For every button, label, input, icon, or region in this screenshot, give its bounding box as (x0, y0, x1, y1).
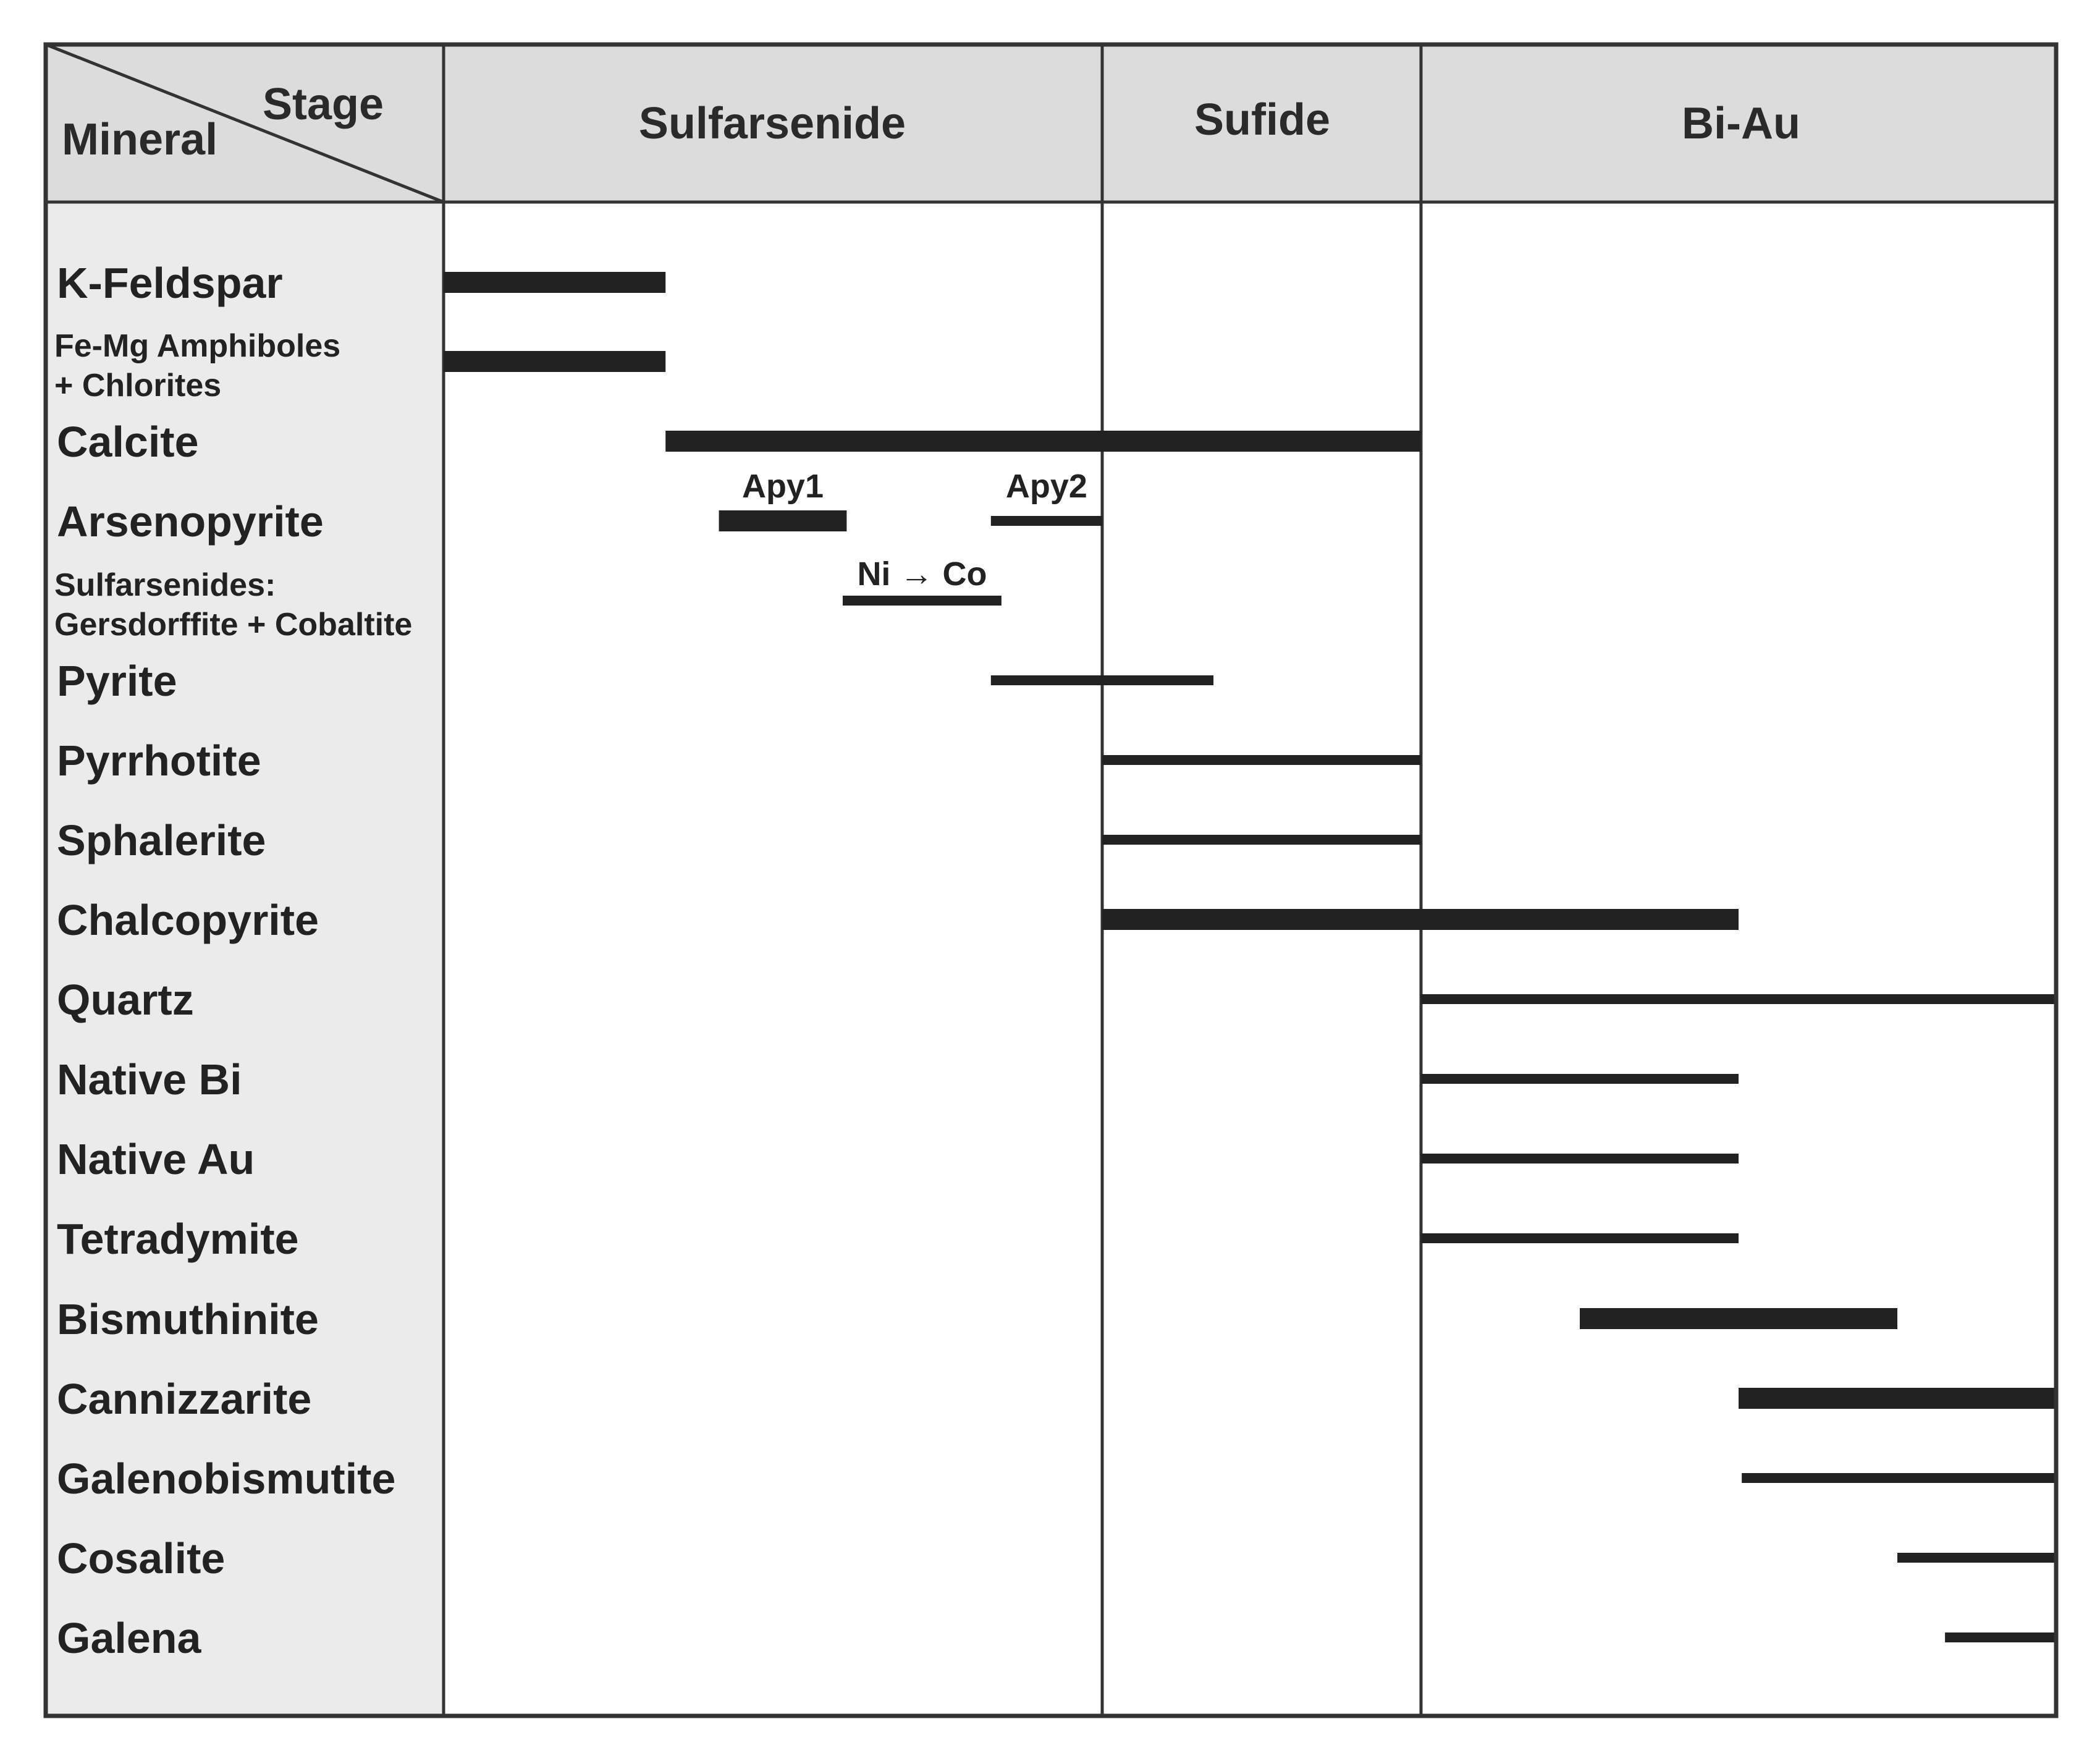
mineral-label-k-feldspar: K-Feldspar (57, 259, 283, 307)
stage-header-sulfarsenide: Sulfarsenide (638, 99, 906, 148)
bar-k-feldspar (444, 272, 665, 293)
annotation-apy1: Apy1 (741, 468, 824, 505)
bar-cannizzarite (1739, 1388, 2056, 1409)
mineral-label-sulfarsenides-line1: Sulfarsenides: (54, 567, 276, 603)
mineral-label-fe-mg-amphiboles-line1: Fe-Mg Amphiboles (54, 328, 341, 364)
mineral-label-galena: Galena (57, 1614, 201, 1662)
bar-tetradymite (1421, 1233, 1739, 1243)
bar-sphalerite (1102, 835, 1421, 845)
mineral-label-fe-mg-amphiboles-line2: + Chlorites (54, 368, 222, 403)
stage-header-sufide: Sufide (1194, 95, 1331, 145)
corner-mineral-label: Mineral (62, 115, 218, 164)
bar-calcite (665, 431, 1421, 452)
bar-pyrite (991, 675, 1213, 685)
annotation-apy2: Apy2 (1005, 468, 1087, 505)
bar-galenobismutite (1742, 1473, 2056, 1483)
bar-pyrrhotite (1102, 755, 1421, 765)
mineral-label-chalcopyrite: Chalcopyrite (57, 896, 319, 944)
bar-sulfarsenides (843, 596, 1002, 606)
mineral-label-calcite: Calcite (57, 418, 199, 466)
mineral-label-native-au: Native Au (57, 1135, 255, 1183)
mineral-label-bismuthinite: Bismuthinite (57, 1295, 319, 1343)
corner-stage-label: Stage (263, 80, 384, 129)
mineral-label-pyrrhotite: Pyrrhotite (57, 737, 261, 785)
bar-galena (1945, 1632, 2056, 1642)
mineral-label-quartz: Quartz (57, 976, 194, 1024)
mineral-label-galenobismutite: Galenobismutite (57, 1455, 396, 1503)
mineral-label-sphalerite: Sphalerite (57, 816, 266, 864)
mineral-label-native-bi: Native Bi (57, 1055, 242, 1104)
stage-header-bi-au: Bi-Au (1682, 99, 1800, 148)
bar-fe-mg-amphiboles (444, 351, 665, 372)
bar-quartz (1421, 994, 2056, 1004)
mineral-label-cosalite: Cosalite (57, 1534, 226, 1582)
annotation-ni-co: Ni → Co (857, 555, 987, 593)
bar-native-au (1421, 1154, 1739, 1164)
bar-chalcopyrite (1102, 909, 1739, 930)
mineral-label-cannizzarite: Cannizzarite (57, 1375, 312, 1423)
bar-cosalite (1897, 1553, 2056, 1563)
bar-bismuthinite (1580, 1308, 1897, 1329)
bar-arsenopyrite-apy2 (991, 516, 1102, 526)
mineral-label-arsenopyrite: Arsenopyrite (57, 497, 324, 546)
mineral-label-tetradymite: Tetradymite (57, 1215, 299, 1263)
bar-arsenopyrite-apy1 (719, 510, 847, 531)
chart-body-bg (444, 202, 2056, 1716)
bar-native-bi (1421, 1074, 1739, 1084)
mineral-label-pyrite: Pyrite (57, 657, 177, 705)
mineral-label-sulfarsenides-line2: Gersdorffite + Cobaltite (54, 607, 413, 643)
